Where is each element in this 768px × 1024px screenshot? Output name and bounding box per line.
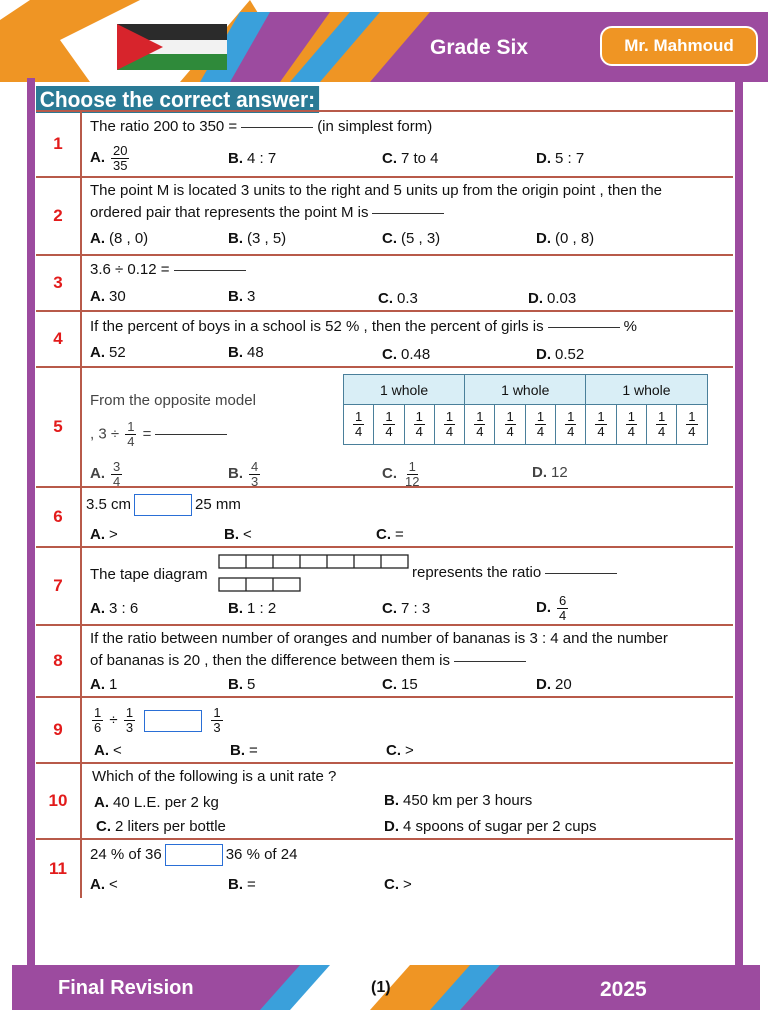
option-d[interactable]: D. (0 , 8) [536,230,595,247]
option-d[interactable]: D. 0.52 [536,346,585,363]
question-stem: If the percent of boys in a school is 52 % , then the percent of girls is % [90,318,637,335]
question-stem: 3.6 ÷ 0.12 = [90,259,250,281]
option-d[interactable]: D. 4 spoons of sugar per 2 cups [384,818,597,835]
option-c[interactable]: C. 0.3 [378,290,418,307]
option-b[interactable]: B. 4 : 7 [228,150,277,167]
option-d[interactable]: D. 12 [532,464,568,481]
option-d[interactable]: D. 20 [536,676,572,693]
option-c[interactable]: C. 15 [382,676,418,693]
option-b[interactable]: B. = [228,876,256,893]
question-stem: The ratio 200 to 350 = (in simplest form) [90,118,433,135]
option-b[interactable]: B. $\frac{4}{3}$ [228,459,259,489]
model-fourth-cell: $\frac{1}{4}$ [616,405,646,445]
option-a[interactable]: A. 30 [90,288,126,305]
option-b[interactable]: B. = [230,742,258,759]
answer-box[interactable] [144,710,202,732]
question-6 [36,486,733,546]
question-number: 7 [36,548,82,624]
option-a[interactable]: A. < [94,742,122,759]
option-b[interactable]: B. 450 km per 3 hours [384,792,533,809]
question-stem-line-2: , 3 ÷ $\frac{1}{4}$ = [90,420,231,449]
question-number: 9 [36,698,82,762]
model-fourths-row [344,405,708,445]
question-number: 8 [36,626,82,696]
model-fourth-cell: $\frac{1}{4}$ [586,405,616,445]
question-number: 2 [36,178,82,254]
tape-diagram [218,554,410,594]
question-9 [36,696,733,762]
question-stem: 3.5 cm 25 mm [86,494,241,516]
option-c[interactable]: C. (5 , 3) [382,230,441,247]
fraction-model [343,374,708,445]
option-c[interactable]: C. > [384,876,412,893]
question-4 [36,310,733,366]
model-whole-2: 1 whole [465,375,586,405]
option-c[interactable]: C. 2 liters per bottle [96,818,226,835]
page-header [0,0,768,82]
question-number: 11 [36,840,82,898]
option-a[interactable]: A. 3 : 6 [90,600,139,617]
question-number: 5 [36,368,82,486]
model-fourth-cell: $\frac{1}{4}$ [646,405,676,445]
question-number: 3 [36,256,82,310]
grade-label: Grade Six [430,36,529,59]
option-d[interactable]: D. 0.03 [528,290,577,307]
section-title: Choose the correct answer: [36,86,319,113]
question-stem: $\frac{1}{6}$ ÷ $\frac{1}{3}$ $\frac{1}{3}$ [94,705,221,735]
model-whole-1: 1 whole [344,375,465,405]
question-7 [36,546,733,624]
question-stem-line-1: From the opposite model [90,392,256,409]
model-fourth-cell: $\frac{1}{4}$ [525,405,555,445]
question-number: 6 [36,488,82,546]
answer-box[interactable] [134,494,192,516]
option-a[interactable]: A. $\frac{3}{4}$ [90,459,121,489]
model-fourth-cell: $\frac{1}{4}$ [434,405,464,445]
question-stem-line-1: The point M is located 3 units to the right and 5 units up from the origin point , then the [90,182,663,199]
model-fourth-cell: $\frac{1}{4}$ [374,405,404,445]
flag-icon [105,16,235,76]
question-stem-line-1: If the ratio between number of oranges and number of bananas is 3 : 4 and the number [90,630,668,647]
teacher-badge: Mr. Mahmoud [600,26,758,66]
page-number: (1) [371,979,391,996]
question-10 [36,762,733,838]
model-fourth-cell: $\frac{1}{4}$ [344,405,374,445]
frame-right-border [735,78,743,968]
question-stem-line-2: ordered pair that represents the point M is [90,202,448,224]
footer-year: 2025 [600,978,647,1001]
model-whole-3: 1 whole [586,375,707,405]
option-a[interactable]: A. > [90,526,118,543]
question-3 [36,254,733,310]
question-stem-left: The tape diagram [90,566,208,583]
question-number: 10 [36,764,82,838]
model-fourth-cell: $\frac{1}{4}$ [465,405,495,445]
option-a[interactable]: A. 1 [90,676,118,693]
option-a[interactable]: A. 40 L.E. per 2 kg [94,794,219,811]
question-2 [36,176,733,254]
option-b[interactable]: B. (3 , 5) [228,230,287,247]
question-number: 1 [36,112,82,176]
option-c[interactable]: C. 0.48 [382,346,431,363]
question-stem-line-2: of bananas is 20 , then the difference between them is [90,650,530,672]
option-c[interactable]: C. = [376,526,404,543]
option-a[interactable]: A. (8 , 0) [90,230,149,247]
option-c[interactable]: C. $\frac{1}{12}$ [382,459,420,489]
option-b[interactable]: B. 1 : 2 [228,600,277,617]
option-a[interactable]: A. < [90,876,118,893]
option-d[interactable]: D. $\frac{6}{4}$ [536,593,567,623]
option-a[interactable]: A. $\frac{20}{35}$ [90,143,128,173]
model-fourth-cell: $\frac{1}{4}$ [677,405,707,445]
question-8 [36,624,733,696]
option-d[interactable]: D. 5 : 7 [536,150,585,167]
option-a[interactable]: A. 52 [90,344,126,361]
model-fourth-cell: $\frac{1}{4}$ [495,405,525,445]
option-c[interactable]: C. > [386,742,414,759]
option-c[interactable]: C. 7 : 3 [382,600,431,617]
answer-box[interactable] [165,844,223,866]
option-b[interactable]: B. 3 [228,288,256,305]
question-11 [36,838,733,898]
question-stem: 24 % of 36 36 % of 24 [90,844,297,866]
option-b[interactable]: B. 5 [228,676,256,693]
question-stem-right: represents the ratio [412,562,621,584]
page-footer [0,965,768,1010]
question-5 [36,366,733,489]
question-stem: Which of the following is a unit rate ? [92,768,337,785]
model-fourth-cell: $\frac{1}{4}$ [404,405,434,445]
option-c[interactable]: C. 7 to 4 [382,150,439,167]
question-number: 4 [36,312,82,366]
model-fourth-cell: $\frac{1}{4}$ [556,405,586,445]
question-1 [36,110,733,176]
option-b[interactable]: B. < [224,526,252,543]
frame-left-border [27,78,35,968]
option-b[interactable]: B. 48 [228,344,264,361]
footer-title: Final Revision [58,977,194,999]
